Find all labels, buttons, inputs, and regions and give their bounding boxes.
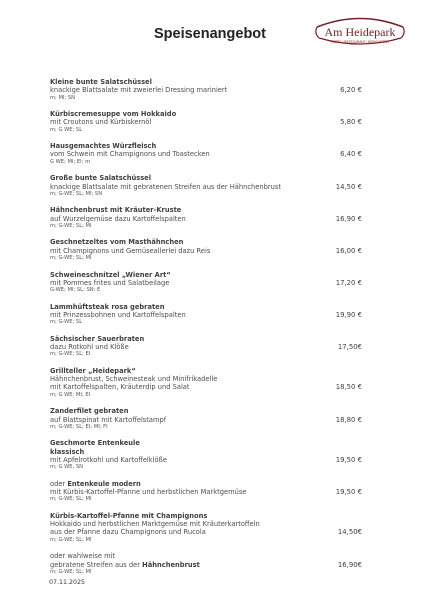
menu-item-description: aus der Pfanne dazu Champignons und Rucola (50, 528, 206, 537)
page-title: Speisenangebot (154, 26, 266, 42)
menu-item-description: auf Blattspinat mit Kartoffelstampf (50, 415, 167, 424)
menu-item (50, 206, 362, 230)
menu-item-allergens: m; G-WE; SL (50, 319, 83, 326)
menu-item-allergens: m; G-WE; SL; MI; SN (50, 190, 103, 197)
menu-item-allergens: m; G-WE; SL; MI (50, 536, 92, 543)
menu-item-price: 16,90€ (337, 560, 362, 569)
menu-item-price: 6,40 € (340, 150, 362, 159)
menu-item-price: 14,50 € (335, 182, 362, 191)
menu-item-text: gebratene Streifen aus der (50, 560, 143, 569)
menu-item (50, 439, 362, 471)
menu-list (50, 78, 362, 584)
menu-item-description: Hähnchenbrust, Schweinesteak und Minifrikadelle (50, 375, 218, 384)
menu-item-description: mit Champignons und Gemüseallerlei dazu Reis (50, 246, 211, 255)
menu-item (50, 512, 362, 544)
menu-item-name: Geschmorte Entenkeule (50, 439, 140, 448)
menu-item-description: mit Kartoffelspalten, Kräuterdip und Salat (50, 383, 190, 392)
menu-item-name: Geschnetzeltes vom Masthähnchen (50, 238, 184, 247)
menu-item-price: 17,50€ (337, 343, 362, 352)
menu-item-allergens: m; G-WE; SL; MI (50, 496, 92, 503)
menu-item-allergens: G-WE; MI; SL; SN; E (50, 287, 101, 294)
menu-item-allergens: m; G-WE; SL; MI (50, 222, 92, 229)
menu-item-price: 18,50 € (335, 383, 362, 392)
menu-item-price: 17,20 € (335, 278, 362, 287)
logo-text: Am Heidepark (324, 25, 396, 39)
menu-item-price: 16,90 € (335, 214, 362, 223)
menu-item-line (50, 561, 362, 569)
menu-item-description: mit Pommes frites und Salatbeilage (50, 278, 170, 287)
menu-item-description: vom Schwein mit Champignons und Toastecken (50, 150, 210, 159)
menu-item (50, 552, 362, 576)
menu-item-name: Zanderfilet gebraten (50, 407, 129, 416)
menu-item (50, 238, 362, 262)
menu-item-price: 19,90 € (335, 310, 362, 319)
menu-item (50, 110, 362, 134)
menu-item-text: Hähnchenbrust (142, 560, 200, 569)
menu-item-name: Große bunte Salatschüssel (50, 174, 152, 183)
menu-item-description: mit Croutons und Kürbiskernöl (50, 118, 152, 127)
menu-item (50, 78, 362, 102)
menu-item (50, 303, 362, 327)
menu-item-price: 19,50 € (335, 455, 362, 464)
menu-item-description: auf Wurzelgemüse dazu Kartoffelspalten (50, 214, 186, 223)
menu-item-name: Kürbiscremesuppe vom Hokkaido (50, 110, 177, 119)
menu-item-description: dazu Rotkohl und Klöße (50, 343, 129, 352)
menu-item-price: 6,20 € (340, 86, 362, 95)
menu-item-price: 19,50 € (335, 488, 362, 497)
menu-item-description: knackige Blattsalate mit zweierlei Dressing mariniert (50, 86, 228, 95)
menu-item-description: klassisch (50, 447, 85, 456)
logo-subtext: HOTEL | RESTAURANT | BIERGARTEN (331, 40, 389, 44)
menu-item-name: Grillteller „Heidepark“ (50, 366, 136, 375)
menu-item-description: Hokkaido und herbstlichen Marktgemüse mit Kräuterkartoffeln (50, 520, 260, 529)
menu-item (50, 271, 362, 295)
menu-item-description: mit Apfelrotkohl und Kartoffelklöße (50, 455, 167, 464)
menu-item-allergens: m; G WE, SN (50, 464, 83, 471)
restaurant-logo (311, 12, 409, 48)
menu-item-name: Kürbis-Kartoffel-Pfanne mit Champignons (50, 511, 208, 520)
footer-date: 07.11.2025 (49, 579, 86, 586)
menu-item (50, 407, 362, 431)
menu-item-text: oder (50, 479, 68, 488)
menu-item-text: Entenkeule modern (67, 479, 141, 488)
menu-item-name: Hausgemachtes Würzfleisch (50, 142, 157, 151)
menu-item-name: Schweineschnitzel „Wiener Art“ (50, 270, 171, 279)
menu-item (50, 174, 362, 198)
menu-item-allergens: m; G-WE; SL; MI (50, 568, 92, 575)
menu-item-allergens: m; G WE; SL (50, 126, 83, 133)
menu-item-price: 14,50€ (337, 528, 362, 537)
menu-item (50, 142, 362, 166)
menu-item-description: mit Kürbis-Kartoffel-Pfanne und herbstlichen Marktgemüse (50, 488, 247, 497)
menu-item-allergens: m; MI; SN (50, 94, 76, 101)
menu-item-allergens: m; G-WE; SL; EI (50, 351, 91, 358)
menu-item-allergens: G WE; MI; EI; m (50, 158, 91, 165)
menu-item-name: Hähnchenbrust mit Kräuter-Kruste (50, 206, 182, 215)
menu-item-name: Lammhüftsteak rosa gebraten (50, 302, 165, 311)
menu-item-price: 18,80 € (335, 415, 362, 424)
menu-item-price: 16,00 € (335, 246, 362, 255)
menu-item-description: knackige Blattsalate mit gebratenen Streifen aus der Hähnchenbrust (50, 182, 281, 191)
menu-item-name: oder wahlweise mit (50, 552, 116, 561)
menu-item-allergens: m; G-WE; SL; EI; MI; FI (50, 423, 108, 430)
menu-item-description: mit Prinzessbohnen und Kartoffelspalten (50, 310, 186, 319)
menu-item (50, 367, 362, 399)
menu-item-allergens: m; G WE; MI; EI (50, 391, 91, 398)
menu-item-name: Sächsischer Sauerbraten (50, 334, 145, 343)
menu-item-line (50, 480, 362, 488)
menu-item (50, 480, 362, 504)
menu-item-price: 5,80 € (340, 118, 362, 127)
menu-item-allergens: m; G-WE; SL; MI (50, 255, 92, 262)
menu-item (50, 335, 362, 359)
menu-item-name: Kleine bunte Salatschüssel (50, 78, 152, 86)
